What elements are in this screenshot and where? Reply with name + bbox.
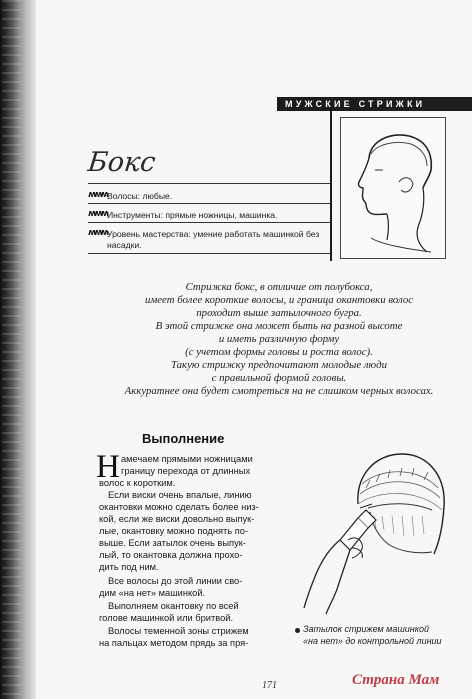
head-profile-illustration (340, 117, 446, 259)
info-skill-line2: насадки. (107, 240, 142, 250)
body-line: дить под ним. (99, 562, 159, 572)
info-divider (88, 203, 330, 204)
watermark: Страна Мам (352, 672, 440, 688)
intro-line: Такую стрижку предпочитают молодые люди (171, 359, 387, 371)
scissors-zigzag-icon: ʍʍʍ (88, 209, 107, 219)
section-label: МУЖСКИЕ СТРИЖКИ (285, 99, 426, 109)
clipper-illustration (300, 444, 450, 622)
info-divider (88, 253, 330, 254)
intro-line: с правильной формой головы. (211, 372, 347, 384)
drop-cap: Н (96, 449, 120, 485)
intro-line: В этой стрижке она может быть на разной высоте (155, 320, 403, 332)
info-skill-line1: Уровень мастерства: умение работать машинкой без (107, 229, 320, 239)
body-line: границу перехода от длинных (121, 466, 251, 476)
illustration-frame-line (330, 111, 332, 261)
body-line: лые, окантовку можно поднять по- (99, 526, 248, 536)
body-line: выше. Если затылок очень выпук- (99, 538, 246, 548)
spine-texture (2, 0, 22, 699)
illustration-caption-line1: Затылок стрижем машинкой (303, 624, 430, 634)
execution-heading: Выполнение (142, 431, 225, 446)
body-line: Волосы теменной зоны стрижем (108, 626, 249, 636)
body-line: дим «на нет» машинкой. (99, 588, 206, 598)
scissors-zigzag-icon: ʍʍʍ (88, 190, 107, 200)
intro-line: Аккуратнее она будет смотреться на не слишком черных волосах. (124, 385, 434, 397)
intro-line: (с учетом формы головы и роста волос). (185, 346, 373, 358)
info-divider (88, 222, 330, 223)
intro-line: проходит выше затылочного бугра. (196, 307, 362, 319)
body-line: окантовки можно сделать более низ- (99, 502, 259, 512)
page-number: 171 (262, 680, 277, 691)
illustration-caption-line2: «на нет» до контрольной линии (303, 636, 442, 646)
body-line: кой, если же виски довольно выпук- (99, 514, 255, 524)
body-line: голове машинкой или бритвой. (99, 613, 234, 623)
body-line: Выполняем окантовку по всей (108, 601, 239, 611)
scissors-zigzag-icon: ʍʍʍ (88, 228, 107, 238)
body-line: амечаем прямыми ножницами (121, 454, 253, 464)
info-divider (88, 183, 330, 184)
body-line: Все волосы до этой линии сво- (108, 576, 243, 586)
body-line: на пальцах методом прядь за пря- (99, 638, 249, 648)
male-head-profile-drawing (341, 118, 445, 258)
body-line: волос к коротким. (99, 478, 176, 488)
intro-line: Стрижка бокс, в отличие от полубокса, (185, 281, 373, 293)
body-line: лый, то окантовка должна прохо- (99, 550, 243, 560)
info-tools: Инструменты: прямые ножницы, машинка. (107, 210, 278, 220)
bullet-dot-icon (295, 628, 300, 633)
body-line: Если виски очень впалые, линию (108, 490, 252, 500)
haircut-title: Бокс (86, 147, 157, 178)
intro-line: имеет более короткие волосы, и граница окантовки волос (144, 294, 414, 306)
intro-line: и иметь различную форму (218, 333, 340, 345)
info-hair: Волосы: любые. (107, 191, 173, 201)
